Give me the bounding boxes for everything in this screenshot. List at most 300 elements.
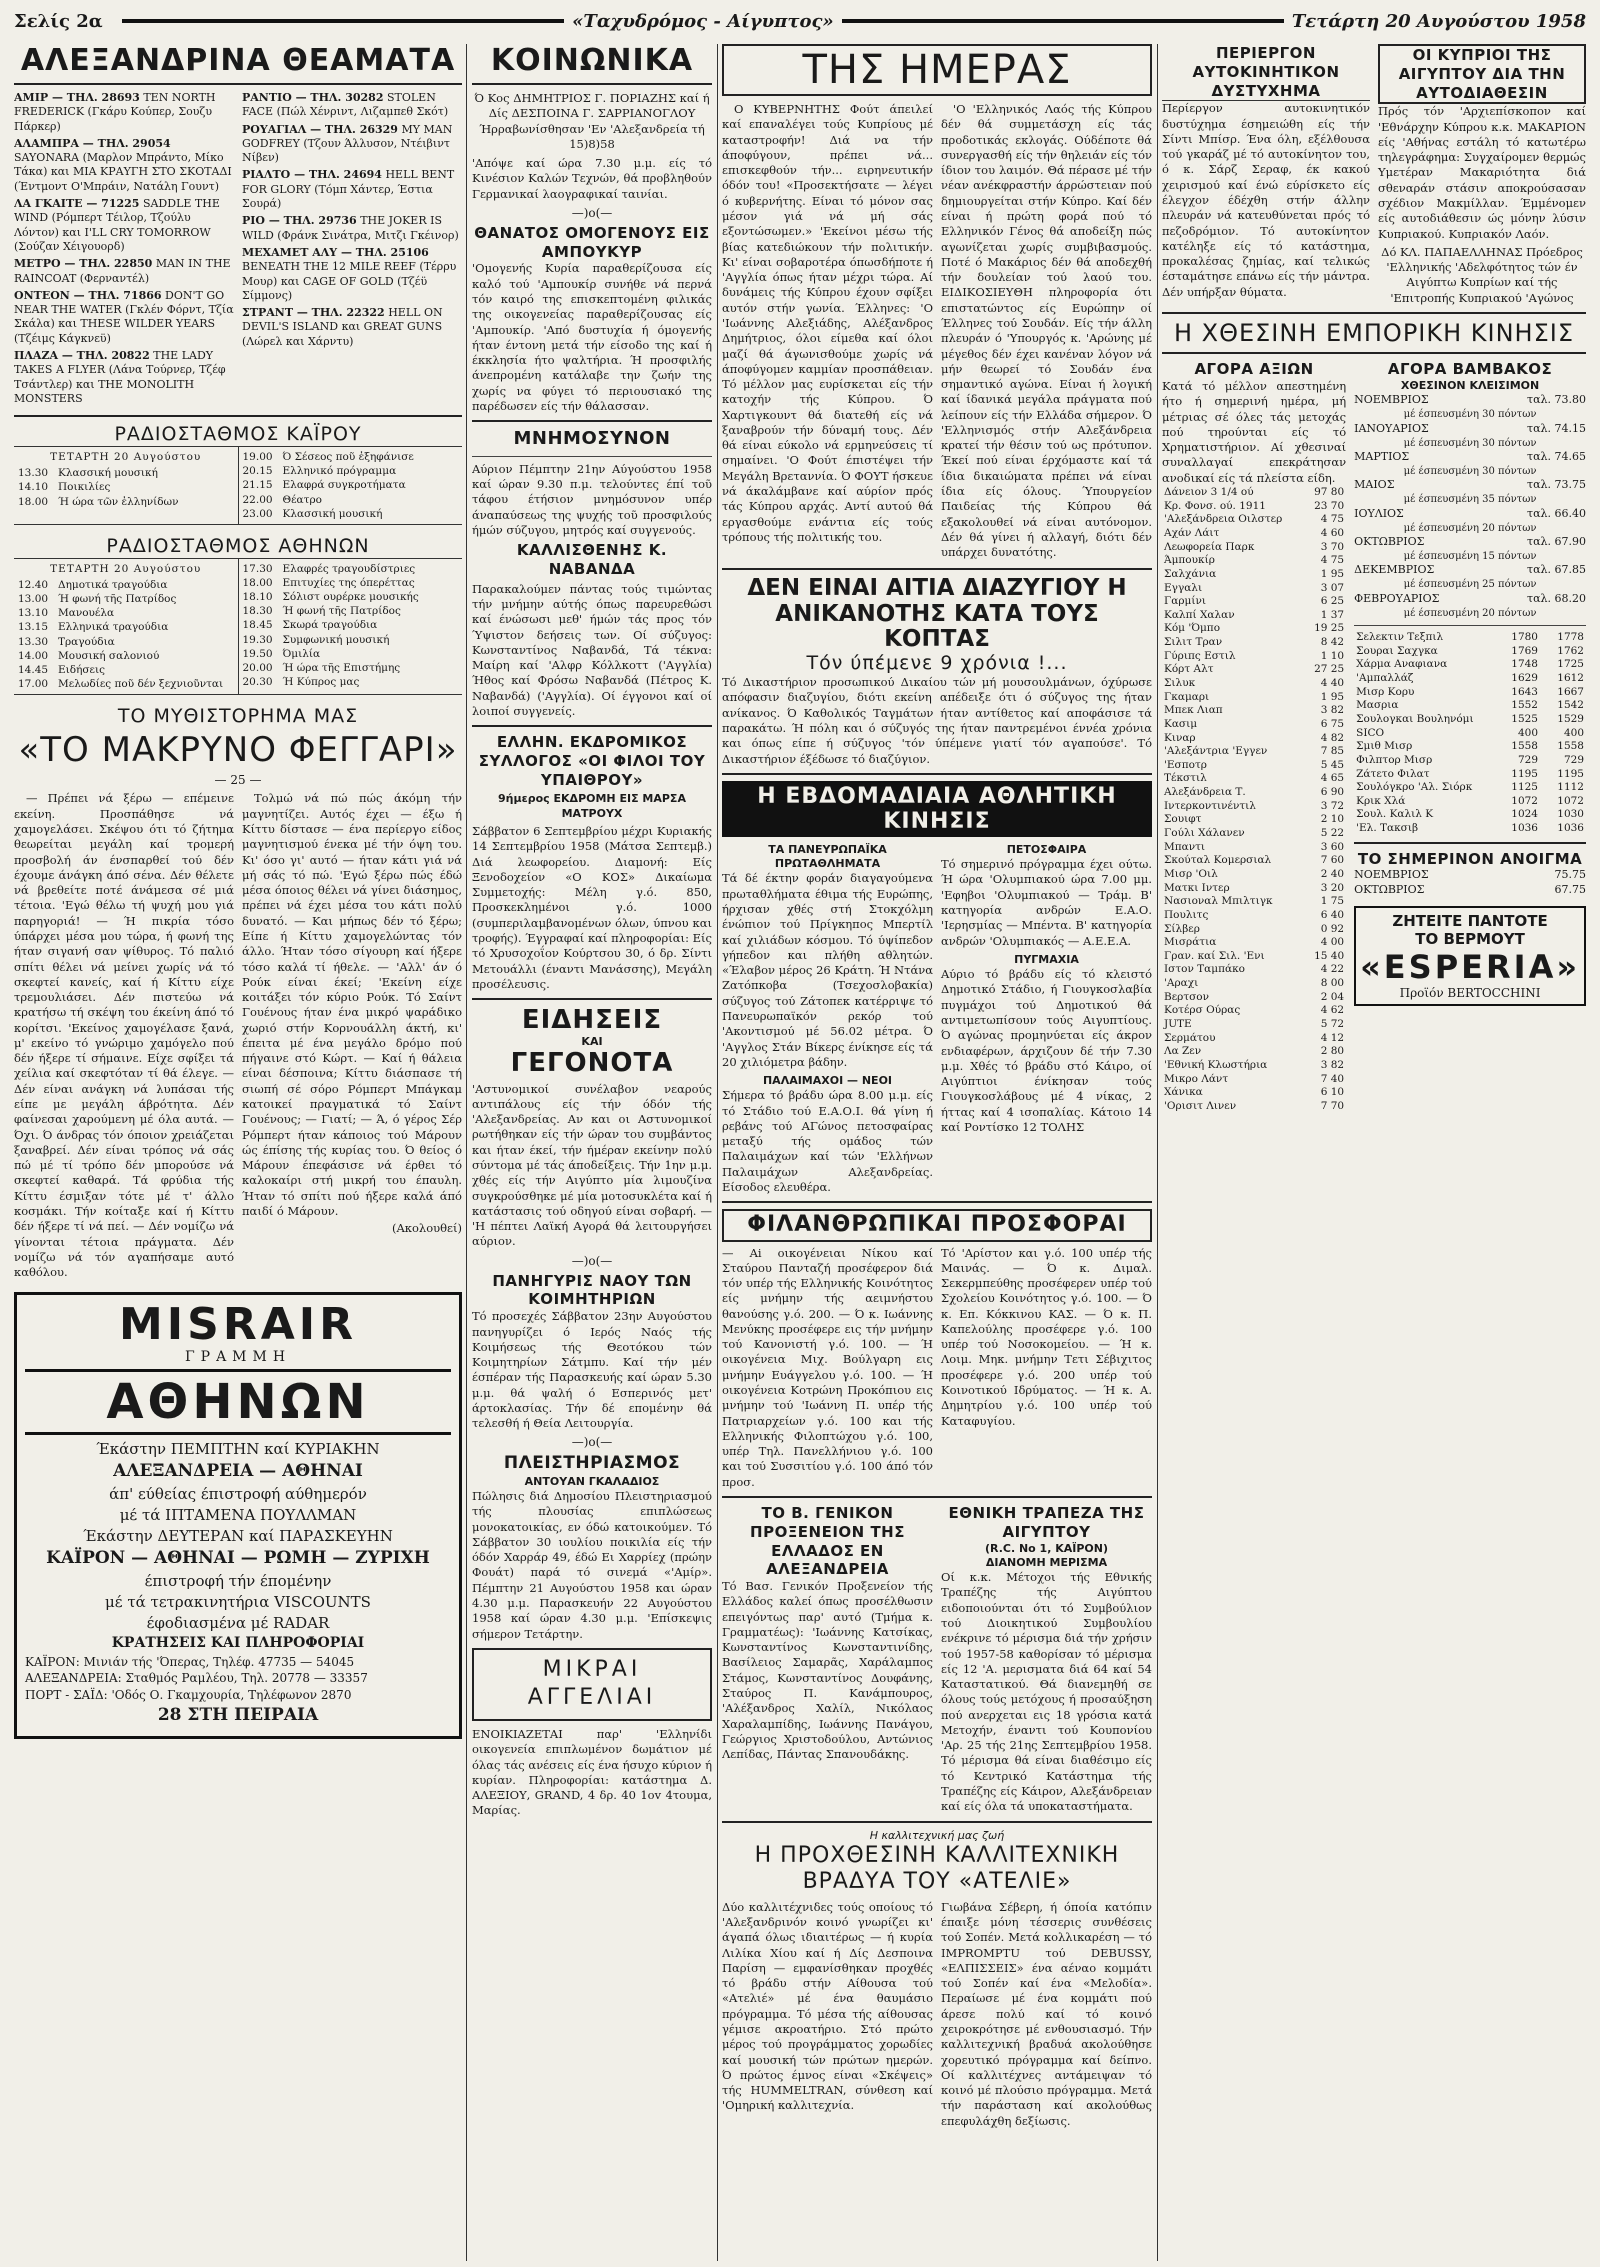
- stock-row: [1162, 568, 1346, 582]
- cotton-heading: ΑΓΟΡΑ ΒΑΜΒΑΚΟΣ: [1387, 360, 1553, 379]
- grade-name: Ζάτετο Φιλατ: [1356, 767, 1430, 780]
- theater-program: HELL ON DEVIL'S ISLAND και GREAT GUNS (Λώρελ και Χάρντυ): [242, 306, 443, 348]
- ad-destination: ΑΘΗΝΩΝ: [25, 1369, 451, 1435]
- social-heading: ΚΟΙΝΩΝΙΚΑ: [490, 44, 694, 78]
- athens-radio-heading: ΡΑΔΙΟΣΤΑΘΜΟΣ ΑΘΗΝΩΝ: [106, 534, 370, 557]
- grade-row: [1354, 686, 1586, 700]
- rule: [722, 568, 1152, 570]
- radio-slot: [18, 480, 234, 494]
- news-and: ΚΑΙ: [581, 1034, 603, 1048]
- rule: [1162, 352, 1586, 354]
- theater-entry: [242, 306, 462, 349]
- sports-body: [722, 843, 1152, 1196]
- theater-name: ΡΙΟ — ΤΗΛ. 29736: [242, 214, 357, 228]
- stock-value: 2 40: [1320, 867, 1345, 880]
- ad-vermouth: ΤΟ ΒΕΡΜΟΥΤ: [1415, 930, 1525, 949]
- column-1: [14, 44, 462, 2261]
- consulate-bank-row: [722, 1504, 1152, 1815]
- rule: [1354, 625, 1586, 626]
- stock-name: Σκούταλ Κομερσιαλ: [1164, 854, 1272, 867]
- day-text-right: 'Ο 'Ελληνικός Λαός τής Κύπρου δέν θά συμμετάσχη είς τάς προδοτικάς εκλογάς. Ούδέποτε θά συνεργασθή είς τήν θηλειάν είς τόν ίδιον του λαιμόν. Θά πέρασε μέ τήν νέαν ανέκφραστήν άρρώστειαν πού δημιουργείται στήν Κύπρο. Καί δέν είναι ή πρώτη φορά πού τό Ελληνικόν Γένος θά αποδείξη πώς αγωνίζεται χωρίς συμβιβασμούς. Ποτέ ό Μακάριος δέν θά αποδεχθή τήν δουλείαν τού λαού του. ΕΙΔΙΚΟΣΙΕΥΘΗ πληροφορία ότι επιστατώντος είς Ευρώπην οί Έλληνες τού Σουδάν. Είς τήν άλλη πλευράν ό 'Υπουργός κ. 'Αρώνης μέ μέγεθος δέν έχει κανέναν λόγον νά μήν θεωρεί τό Σουδάν ένα σημαντικό αγώνα. Είναι ή λογική καί ίδανικά μεγάλα πράγματα πού λείπουν είς τήν Ελλάδα σήμερον. Ό 'Ελληνισμός στήν Αλεξάνδρεια κρατεί τήν θέσιν τού ως πρότυπον. Έκεί πού είναι έρχόμαστε καί τά ίδια δικαιώματα πρέπει νά είναι ίδια είς όλους. Ύπουργείον Παιδείας τής Κύπρου θά εξακολουθεί νά είναι αυτόνομον. Δέν θά γίνει ή αλλαγή, διότι δέν υπάρχει δυνατότης.: [941, 102, 1152, 560]
- novel-continued: (Ακολουθεί): [392, 1221, 462, 1236]
- cotton-row: [1354, 478, 1586, 493]
- slot-time: 21.15: [242, 479, 273, 492]
- masthead: [14, 6, 1586, 36]
- theater-program: TEN NORTH FREDERICK (Γκάρυ Κούπερ, Σουζυ Πάρκερ): [14, 91, 216, 133]
- grade-name: Φιλπτορ Μισρ: [1356, 753, 1433, 766]
- cotton-row: [1354, 563, 1586, 578]
- slot-program: Ό Σέσεος ποῦ ἐξηφάνισε: [282, 451, 414, 464]
- stock-value: 3 72: [1320, 799, 1345, 812]
- stock-row: [1162, 636, 1346, 650]
- stock-name: 'Αραχι: [1164, 977, 1199, 990]
- grade-value-b: 1030: [1557, 808, 1584, 821]
- stock-value: 5 22: [1320, 827, 1345, 840]
- slot-time: 14.10: [18, 481, 49, 494]
- stock-row: [1162, 800, 1346, 814]
- death-text: 'Ομογενής Κυρία παραθερίζουσα είς καλό τού 'Αμπουκίρ συνήθε νά περνά τόν καιρό της επισκεπτομένη φιλικάς της οικογενείας παραθερίζουσας είς 'Αμπουκίρ. 'Από δυστυχία ή όμογενής ήταν έντονη μετά τήν είσοδο της καί ή έκκλησία ήτο ψαλτήρια. Ή προσφιλής άνεπρομένη κατάλαβε την ζωήν της χωρίς να φύγει τό περιουσιακό της παρέδωσεν είς τήν θάλασσαν.: [472, 261, 712, 413]
- market-heading: Η ΧΘΕΣΙΝΗ ΕΜΠΟΡΙΚΗ ΚΙΝΗΣΙΣ: [1173, 318, 1575, 347]
- stock-name: Εγγαλι: [1164, 581, 1203, 594]
- slot-time: 19.50: [242, 647, 273, 660]
- auction-heading: ΠΛΕΙΣΤΗΡΙΑΣΜΟΣ: [503, 1453, 681, 1474]
- stock-name: Σίλβερ: [1164, 922, 1200, 935]
- ad-note-1: άπ' εύθείας έπιστροφή αύθημερόν: [109, 1485, 367, 1504]
- slot-time: 17.00: [18, 678, 49, 691]
- theater-program: BENEATH THE 12 MILE REEF (Τέρρυ Μουρ) και CAGE OF GOLD (Τζέϋ Σίμμονς): [242, 260, 457, 302]
- stock-name: Ιντερκοντινέντιλ: [1164, 799, 1256, 812]
- bank-subheading-2: ΔΙΑΝΟΜΗ ΜΕΡΙΣΜΑ: [985, 1555, 1108, 1569]
- novel-number: — 25 —: [214, 773, 262, 788]
- slot-time: 13.30: [18, 467, 49, 480]
- cotton-change: μέ έσπευσμένη 15 πόντων: [1403, 550, 1537, 562]
- rule: [472, 420, 712, 422]
- grade-row: [1354, 645, 1586, 659]
- cairo-schedule: [14, 446, 462, 525]
- ad-line-label: ΓΡΑΜΜΗ: [184, 1349, 292, 1366]
- novel-body: [14, 791, 462, 1282]
- theater-program: MAN IN THE RAINCOAT (Φερναντέλ): [14, 257, 231, 285]
- fair-heading: ΠΑΝΗΓΥΡΙΣ ΝΑΟΥ ΤΩΝ ΚΟΙΜΗΤΗΡΙΩΝ: [492, 1271, 692, 1309]
- sports-left-heading: ΤΑ ΠΑΝΕΥΡΩΠΑΪΚΑ ΠΡΩΤΑΘΛΗΜΑΤΑ: [768, 842, 887, 871]
- grade-value-a: 1748: [1511, 658, 1538, 671]
- radio-slot: [18, 466, 234, 480]
- opening-month: ΝΟΕΜΒΡΙΟΣ: [1354, 868, 1429, 882]
- theater-program: HELL BENT FOR GLORY (Τόμπ Χάντερ, Έστια Σουρά): [242, 168, 455, 211]
- memorial-heading: ΜΝΗΜΟΣΥΝΟΝ: [513, 428, 671, 450]
- rule: [472, 83, 712, 85]
- radio-slot: [18, 606, 234, 620]
- stock-name: Άμπουκίρ: [1164, 554, 1215, 567]
- bank-heading: ΕΘΝΙΚΗ ΤΡΑΠΕΖΑ ΤΗΣ ΑΙΓΥΠΤΟΥ: [948, 1504, 1145, 1541]
- stock-row: [1162, 691, 1346, 705]
- divorce-heading: ΔΕΝ ΕΙΝΑΙ ΑΙΤΙΑ ΔΙΑΖΥΓΙΟΥ Η ΑΝΙΚΑΝΟΤΗΣ ΚΑΤΑ ΤΟΥΣ ΚΟΠΤΑΣ: [747, 575, 1127, 653]
- stock-row: [1162, 650, 1346, 664]
- cotton-change: μέ έσπευσμένη 25 πόντων: [1403, 579, 1537, 591]
- slot-program: Δημοτικά τραγούδια: [58, 578, 168, 591]
- opening-row: [1354, 883, 1586, 898]
- grade-value-b: 1762: [1557, 644, 1584, 657]
- cotton-change: μέ έσπευσμένη 20 πόντων: [1403, 607, 1537, 619]
- stock-value: 4 65: [1320, 772, 1345, 785]
- classified-heading: ΜΙΚΡΑΙ ΑΓΓΕΛΙΑΙ: [472, 1648, 712, 1721]
- stock-row: [1162, 513, 1346, 527]
- philanthropy-body: [722, 1246, 1152, 1491]
- cairo-day: ΤΕΤΑΡΤΗ 20 Αυγούστου: [50, 451, 202, 464]
- cairo-slots-right: [238, 447, 463, 524]
- grade-value-a: 1552: [1511, 699, 1538, 712]
- cyprus-text: Πρός τόν 'Αρχιεπίσκοπον καί 'Εθνάρχην Κύπρου κ.κ. ΜΑΚΑΡΙΟΝ είς 'Αθήνας εστάλη τό κατωτέρω τηλεγράφημα: Συγχαίρομεν θερμώς Υμετέραν Μακαριότητα διά σθεναράν στάσιν αποκρούσασαν σχέδιον Μακμίλλαν. Έμμένομεν είς αυτοδιάθεσιν ώς μόνην λύσιν Κυπριακού. Κυπριακόν Λαόν.: [1378, 104, 1586, 241]
- theater-program: THE LADY TAKES A FLYER (Λάνα Τούρνερ, Τζέφ Τσάντλερ) και THE MONOLITH MONSTERS: [14, 349, 226, 405]
- stock-value: 1 10: [1320, 649, 1345, 662]
- stock-value: 6 40: [1320, 908, 1345, 921]
- grade-value-a: 1643: [1511, 685, 1538, 698]
- sports-heading: Η ΕΒΔΟΜΑΔΙΑΙΑ ΑΘΛΗΤΙΚΗ ΚΙΝΗΣΙΣ: [722, 781, 1152, 837]
- rule: [472, 725, 712, 727]
- stock-row: [1162, 909, 1346, 923]
- rule: [14, 415, 462, 417]
- stock-value: 23 70: [1314, 499, 1345, 512]
- esperia-advertisement: [1354, 906, 1586, 1006]
- stock-value: 8 42: [1320, 636, 1345, 649]
- ad-office-cairo: ΚΑΪΡΟΝ: Μινιάν τής 'Όπερας, Τηλέφ. 47735 — 54045: [25, 1654, 355, 1669]
- cotton-month: ΙΟΥΛΙΟΣ: [1354, 506, 1404, 520]
- stock-value: 1 37: [1320, 608, 1345, 621]
- slot-time: 19.30: [242, 633, 273, 646]
- stock-value: 3 60: [1320, 840, 1345, 853]
- rule: [722, 1821, 1152, 1823]
- rule: [722, 1201, 1152, 1203]
- slot-time: 19.00: [242, 451, 273, 464]
- ad-note-4: μέ τά τετρακινητήρια VISCOUNTS: [105, 1593, 371, 1612]
- radio-slot: [18, 620, 234, 634]
- grade-row: [1354, 808, 1586, 822]
- stock-name: 'Εσποτρ: [1164, 758, 1207, 771]
- grade-row: [1354, 672, 1586, 686]
- stock-value: 19 25: [1314, 622, 1345, 635]
- radio-slot: [18, 495, 234, 509]
- grade-row: [1354, 631, 1586, 645]
- accident-heading: ΠΕΡΙΕΡΓΟΝ ΑΥΤΟΚΙΝΗΤΙΚΟΝ ΔΥΣΤΥΧΗΜΑ: [1162, 44, 1370, 101]
- cotton-month: ΟΚΤΩΒΡΙΟΣ: [1354, 535, 1425, 549]
- memorial-name: ΚΑΛΛΙΣΘΕΝΗΣ Κ. ΝΑΒΑΝΔΑ: [516, 541, 668, 578]
- accident-text: Περίεργον αυτοκινητικόν δυστύχημα έσημειώθη είς τήν Σίντι Μπίσρ. Ένα όλη, εξέλθουσα τού γκαράζ μέ τό αυτοκίνητον του, ό κ. Σάρζ Σεραφ, έκ κακού χειρισμού καί ένώ εύρίσκετο είς έλεγχον έδέχθη στήν άλλην πλευράν νά κατευθύνεται πρός τό πεζοδρόμιον. Τό αυτοκίνητον κατέληξε είς τό κατάστημα, προκαλέσας ζημίας, καί τελικώς έσταμάτησε επάνω είς τήν μάντρα. Δέν υπήρξαν θύματα.: [1162, 101, 1370, 299]
- column-3: [722, 44, 1152, 2261]
- ad-reservations: ΚΡΑΤΗΣΕΙΣ ΚΑΙ ΠΛΗΡΟΦΟΡΙΑΙ: [111, 1635, 365, 1652]
- grade-row: [1354, 713, 1586, 727]
- stock-row: [1162, 827, 1346, 841]
- cotton-change: μέ έσπευσμένη 30 πόντων: [1403, 409, 1537, 421]
- stock-row: [1162, 1100, 1346, 1114]
- stock-name: Βερτσον: [1164, 990, 1210, 1003]
- grade-value-b: 729: [1563, 753, 1584, 766]
- grade-row: [1354, 768, 1586, 782]
- stock-value: 2 80: [1320, 1045, 1345, 1058]
- stock-row: [1162, 854, 1346, 868]
- stock-value: 3 07: [1320, 581, 1345, 594]
- theater-entry: [14, 349, 234, 406]
- grade-name: Μισρ Κορυ: [1356, 685, 1415, 698]
- rule: [1354, 842, 1586, 844]
- stock-row: [1162, 1073, 1346, 1087]
- sports-right-heading: ΠΕΤΟΣΦΑΙΡΑ: [1006, 842, 1087, 856]
- theater-entry: [14, 197, 234, 254]
- slot-program: Σκωρά τραγούδια: [282, 619, 378, 632]
- stock-row: [1162, 527, 1346, 541]
- stock-row: [1162, 500, 1346, 514]
- cyprus-signature: Δό ΚΛ. ΠΑΠΑΕΛΛΗΝΑΣ Πρόεδρος 'Ελληνικής 'Αδελφότητος τών έν Αιγύπτω Κυπρίων καί τής 'Επιτροπής Κυπριακού 'Αγώνος: [1381, 244, 1583, 305]
- cotton-change: μέ έσπευσμένη 30 πόντων: [1403, 465, 1537, 477]
- grade-name: Σουλογκαι Βουληνόμι: [1356, 712, 1474, 725]
- film-notice: 'Απόψε καί ώρα 7.30 μ.μ. είς τό Κινέσιον Καλών Τεχνών, θά προβληθούν Γερμανικαί λαογραφικαί ταινίαι.: [472, 156, 712, 201]
- theater-name: ΟΝΤΕΟΝ — ΤΗΛ. 71866: [14, 288, 162, 302]
- grade-value-b: 1529: [1557, 712, 1584, 725]
- theater-name: ΜΕΧΑΜΕΤ ΑΛΥ — ΤΗΛ. 25106: [242, 245, 429, 259]
- rule: [472, 456, 712, 457]
- theater-list-right: [242, 91, 462, 409]
- stock-value: 7 60: [1320, 854, 1345, 867]
- grade-value-b: 1542: [1557, 699, 1584, 712]
- stock-name: Μισράτια: [1164, 936, 1217, 949]
- sports-left-text: Τά δέ έκτην φοράν διαγαγούμενα πρωταθλήματα έθιμα τής Ευρώπης, ήρχισαν χθές στή Στοκχόλμη ένώπιον τού Πρίγκηπος Μπερτίλ καί χιλιάδων κόσμου. Τό ύψίπεδον γήπεδον και πλήθη αθλητών. «Έλαβον μέρος 26 Κράτη. Ή Ντάνα Ζατόπκοβα (Τσεχοσλοβακία) σύζυγος τού Ζάτοπεκ κατέρριψε τό Πανευρωπαϊκόν ρεκόρ τού 'Ακοντισμού μέ 56.02 μέτρα. Ό 'Αγγλος Στάν Βίκερς ένίκησε είς τά 20 χιλιόμετρα βάδην.: [722, 871, 933, 1069]
- stock-row: [1162, 936, 1346, 950]
- slot-time: 13.30: [18, 635, 49, 648]
- slot-time: 12.40: [18, 578, 49, 591]
- slot-program: Τραγούδια: [58, 635, 115, 648]
- slot-program: Ή ώρα τῆς Επιστήμης: [282, 661, 401, 674]
- rule: [1162, 312, 1586, 314]
- ornament: —)o(—: [571, 205, 613, 220]
- grade-value-b: 400: [1563, 726, 1584, 739]
- stock-row: [1162, 813, 1346, 827]
- death-heading: ΘΑΝΑΤΟΣ ΟΜΟΓΕΝΟΥΣ ΕΙΣ ΑΜΠΟΥΚΥΡ: [474, 223, 710, 261]
- ad-schedule-2: Έκάστην ΔΕΥΤΕΡΑΝ καί ΠΑΡΑΣΚΕΥΗΝ: [83, 1527, 393, 1546]
- bank-text: Οί κ.κ. Μέτοχοι τής Εθνικής Τραπέζης τής Αιγύπτου ειδοποιούνται ότι τό Συμβούλιον τού Διοικητικού Συμβουλίου ενέκρινε τό μέρισμα διά τήν χρήσιν τού 1957-58 καθορίσαν τό μέρισμα είς 12 'Α. μερισματα διά 64 καί 54 Καταστατικού. Θά διανεμηθή σε όλους τούς μετόχους ή προσαύξηση πού ανερχεται εις 18 γρόσια κατά Μετοχήν, έναντι τού Κουπονίου 'Αρ. 25 τής 21ης Σεπτεμβρίου 1958. Τό μέρισμα θά είναι διαθέσιμο είς τό Κεντρικό Κατάστημα τής Τραπέζης είς Κάιρον, Αλεξάνδρειαν καί είς όλα τά υποκαταστήματα.: [941, 1570, 1152, 1814]
- stock-row: [1162, 1018, 1346, 1032]
- stock-name: Τέκστιλ: [1164, 772, 1207, 785]
- opening-heading: ΤΟ ΣΗΜΕΡΙΝΟΝ ΑΝΟΙΓΜΑ: [1357, 849, 1583, 868]
- stock-row: [1162, 841, 1346, 855]
- slot-program: Επιτυχίες της όπερέττας: [282, 576, 415, 589]
- stock-value: 1 95: [1320, 567, 1345, 580]
- stock-value: 97 80: [1314, 486, 1345, 499]
- cotton-row: [1354, 422, 1586, 437]
- theater-entry: [14, 91, 234, 134]
- radio-slot: [243, 633, 459, 647]
- grade-value-b: 1112: [1557, 781, 1584, 794]
- theater-name: ΑΜΙΡ — ΤΗΛ. 28693: [14, 91, 140, 104]
- grade-value-b: 1725: [1557, 658, 1584, 671]
- grade-value-a: 400: [1517, 726, 1538, 739]
- grade-row: [1354, 754, 1586, 768]
- memorial-text: Αύριον Πέμπτην 21ην Αύγούστου 1958 καί ώραν 9.30 π.μ. τελούντες έπί τοῦ τάφου έτήσιον μνημόσυνον υπέρ άναπαύσεως της ψυχής τοῦ προσφιλούς ήμών σύζυγου, μητρός καί συγγενούς.: [472, 461, 712, 537]
- stock-name: Κρ. Φονσ. ού. 1911: [1164, 499, 1266, 512]
- stock-row: [1162, 786, 1346, 800]
- stock-value: 2 10: [1320, 813, 1345, 826]
- ad-route-2: ΚΑΪΡΟΝ — ΑΘΗΝΑΙ — ΡΩΜΗ — ΖΥΡΙΧΗ: [46, 1548, 430, 1569]
- slot-program: Ελαφρές τραγουδίστριες: [282, 562, 416, 575]
- stock-value: 7 40: [1320, 1072, 1345, 1085]
- cotton-month: ΙΑΝΟΥΑΡΙΟΣ: [1354, 421, 1429, 435]
- slot-time: 20.15: [242, 465, 273, 478]
- stock-row: [1162, 486, 1346, 500]
- theater-entry: [14, 137, 234, 194]
- grade-value-a: 1558: [1511, 740, 1538, 753]
- theater-list-left: [14, 91, 234, 409]
- grade-value-a: 729: [1517, 753, 1538, 766]
- day-column-body: [722, 102, 1152, 562]
- grade-value-a: 1769: [1511, 644, 1538, 657]
- grade-name: Χάρμα Αναφιανα: [1356, 658, 1448, 671]
- ornament: —)o(—: [571, 1253, 613, 1268]
- opening-row: [1354, 868, 1586, 883]
- theater-name: ΡΑΝΤΙΟ — ΤΗΛ. 30282: [242, 91, 384, 104]
- art-text-left: Δύο καλλιτέχνιδες τούς οποίους τό 'Αλεξανδρινόν κοινό γνωρίζει κι' άγαπά όλως ιδιαιτέρως — ή κυρία Λιλίκα Χίου καί ή Δίς Δεσποινα Παρίση — εμφανίσθηκαν προχθές τό βράδυ στήν Αίθουσα τού «Ατελιέ» μέ ένα θαυμάσιο πρόγραμμα. Τό μέσα τής αίθουσας γέμισε ακροατήριο. Στό πρώτο μέρος τού προγράμματος χορωδίες καί μουσική τών πρώτων ημερών. Ό πρώτος έμνος είναι «Σκέψεις» τής HUMMELTRAN, σύνθεση καί 'Ομηρική καλλιτεχνία.: [722, 1899, 933, 2113]
- grade-value-b: 1612: [1557, 672, 1584, 685]
- stock-name: 'Αλεξάνδρεια Οιλστερ: [1164, 513, 1283, 526]
- slot-program: Ή ώρα τῶν ἐλληνίδων: [58, 495, 179, 508]
- slot-program: Κλασσική μουσική: [282, 507, 383, 520]
- slot-program: Κλασσική μουσική: [58, 467, 158, 480]
- news-heading-2: ΓΕΓΟΝΟΤΑ: [510, 1048, 674, 1079]
- stock-name: 'Εθνική Κλωστήρια: [1164, 1058, 1268, 1071]
- stock-value: 4 62: [1320, 1004, 1345, 1017]
- bank-subheading: (R.C. No 1, ΚΑΪΡΟΝ): [985, 1541, 1108, 1555]
- stock-value: 4 75: [1320, 554, 1345, 567]
- stocks-intro: Κατά τό μέλλον απεστημένη ήτο ή σημερινή ημέρα, μή μέτριας σέ όλες τάς μετοχάς πού τηρούνται είς τό Χρηματιστήριον. Αί χθεσιναί συναλλαγαί επεκράτησαν ανοδικαί είς τά πλείστα είδη.: [1162, 379, 1347, 485]
- cotton-price: ταλ. 74.65: [1527, 450, 1586, 464]
- radio-slot: [243, 590, 459, 604]
- stock-name: Σιλυκ: [1164, 676, 1196, 689]
- misrair-advertisement: [14, 1292, 462, 1738]
- radio-slot: [18, 635, 234, 649]
- stock-name: Λα Ζεν: [1164, 1045, 1202, 1058]
- stock-value: 6 90: [1320, 786, 1345, 799]
- stock-name: Μισρ 'Οιλ: [1164, 867, 1218, 880]
- art-heading: Η ΠΡΟΧΘΕΣΙΝΗ ΚΑΛΛΙΤΕΧΝΙΚΗ ΒΡΑΔΥΑ ΤΟΥ «ΑΤΕΛΙΕ»: [754, 1842, 1120, 1895]
- slot-program: Ελαφρά συγκροτήματα: [282, 479, 406, 492]
- theater-entry: [14, 257, 234, 286]
- stock-value: 7 70: [1320, 1099, 1345, 1112]
- stock-value: 4 12: [1320, 1031, 1345, 1044]
- grade-name: Σελεκτιν Τεξπιλ: [1356, 631, 1444, 644]
- stocks-heading: ΑΓΟΡΑ ΑΞΙΩΝ: [1194, 360, 1314, 379]
- grade-value-a: 1072: [1511, 794, 1538, 807]
- divorce-subheading: Τόν ύπέμενε 9 χρόνια !...: [806, 652, 1068, 675]
- stock-name: Αχάν Λάιτ: [1164, 526, 1220, 539]
- cotton-price: ταλ. 73.75: [1527, 478, 1586, 492]
- stock-name: Σουιφτ: [1164, 813, 1202, 826]
- cotton-row: [1354, 507, 1586, 522]
- athens-schedule: [14, 558, 462, 696]
- ad-schedule-1: Έκάστην ΠΕΜΠΤΗΝ καί ΚΥΡΙΑΚΗΝ: [96, 1440, 380, 1459]
- stock-value: 3 70: [1320, 540, 1345, 553]
- stock-row: [1162, 1032, 1346, 1046]
- paper-name: «Ταχυδρόμος - Αίγυπτος»: [572, 10, 834, 32]
- theater-name: ΠΛΑΖΑ — ΤΗΛ. 20822: [14, 349, 150, 363]
- ad-note-3: έπιστροφή τήν έπομένην: [144, 1572, 332, 1591]
- stocks-table: [1162, 486, 1346, 1113]
- slot-time: 18.00: [242, 576, 273, 589]
- grade-name: Σουραι Σαχγκα: [1356, 644, 1438, 657]
- cotton-row: [1354, 535, 1586, 550]
- radio-slot: [243, 576, 459, 590]
- cotton-change: μέ έσπευσμένη 30 πόντων: [1403, 437, 1537, 449]
- novel-text-left: — Πρέπει νά ξέρω — επέμεινε εκείνη. Προσπάθησε νά χαμογελάσει. Σκέψου ότι τό ζήτημα θεωρείται μεγάλη καί τρομερή προσβολή άν ένσπαρθεί τού δέν έχουμε άνάγκη άπό σένα. Δέν θέλετε νά βρεθείτε ποτέ άνάμεσα σέ μιά τέτοια. 'Εγώ θέλω τή ψυχή μου γιά παρηγοριά! — Ή πικρία τόσο ύπάρχει μέσα μου τώρα, ή φωνή της ήταν σιγανή σαν ψίθυρος. Τό παλιό σπίτι θέλει νά μείνει χωρίς νά τό σκεφτεί κανείς, καί ή Κίττυ είχε τρεμουλιάσει. Δέν πιστεύω νά κρατήσω τή σκέψη του έκείνη άπό τό κορίτσι. 'Εκείνος χαμογέλασε ξανά, μ' εκείνο τό γνώριμο χαμόγελο πού δέν ήξερε τί σήμαινε. Είχε σφίξει τά χείλια καί σκεφτόταν τί θά έλεγε. — Δέν είναι ανάγκη νά λυπάσαι τής είπε με μεγάλη άβρότητα. Δέν φαίνεσαι χαρούμενη μέ όλα αυτά. — Όχι. Ό άνδρας τόν όποιον χρειάζεται ξαναβρεί. Δέν είναι τρόπος νά σάς πώ μέ τί τρόπο δέν μπορούσε νά σκεφτεί καθαρά. Τά φρύδια τής Κίττυ έσμιξαν τότε μέ τ' άλλο κοσμάκι. Τήν κοίταξε καί ή Κίττυ δέν ήξερε τί νά πεί. — Δέν νομίζω νά γίνονται τέτοια πράγματα. Δέν νομίζω νά τόν αγαπήσαμε αυτό καθόλου.: [14, 791, 234, 1280]
- slot-program: Μουσική σαλονιού: [58, 649, 160, 662]
- stock-name: Ματκι Ιντερ: [1164, 881, 1230, 894]
- stock-row: [1162, 772, 1346, 786]
- theater-name: ΡΟΥΑΓΙΑΛ — ΤΗΛ. 26329: [242, 122, 398, 136]
- sports-boxing-heading: ΠΥΓΜΑΧΙΑ: [1014, 952, 1079, 966]
- grade-name: SICO: [1356, 726, 1385, 739]
- slot-program: Όμιλία: [282, 647, 321, 660]
- stock-name: JUTE: [1164, 1018, 1192, 1030]
- grade-value-b: 1778: [1557, 631, 1584, 644]
- stock-name: Μικρο Λάντ: [1164, 1072, 1229, 1085]
- stock-value: 4 00: [1320, 936, 1345, 949]
- theater-entry: [242, 246, 462, 303]
- sports-right-text: Τό σημερινό πρόγραμμα έχει ούτω. Ή ώρα 'Ολυμπιακού ώρα 7.00 μμ. 'Εφηβοι 'Ολυμπιακού — Τράμ. Β' κατηγορία ανδρών Ε.Α.Ο. 'Ιερησμίας — Μπέντα. Β' κατηγορία ανδρών 'Ολυμπιακός — Α.Ε.Ε.Α.: [941, 857, 1152, 948]
- stock-row: [1162, 595, 1346, 609]
- grade-value-b: 1558: [1557, 740, 1584, 753]
- stock-row: [1162, 541, 1346, 555]
- slot-time: 20.00: [242, 661, 273, 674]
- stock-value: 1 75: [1320, 895, 1345, 908]
- column-4: [1162, 44, 1586, 2261]
- radio-slot: [243, 604, 459, 618]
- radio-slot: [18, 649, 234, 663]
- stock-name: Γραν. καί Σιλ. 'Ενι: [1164, 949, 1265, 962]
- slot-program: Ή φωνή τῆς Πατρίδος: [58, 593, 177, 606]
- cairo-radio-heading: ΡΑΔΙΟΣΤΑΘΜΟΣ ΚΑΪΡΟΥ: [114, 423, 362, 446]
- slot-time: 13.10: [18, 607, 49, 620]
- slot-time: 18.00: [18, 495, 49, 508]
- grade-value-a: 1024: [1511, 808, 1538, 821]
- theater-entry: [242, 168, 462, 211]
- stock-row: [1162, 718, 1346, 732]
- opening-price: 75.75: [1554, 868, 1586, 882]
- stock-value: 4 40: [1320, 676, 1345, 689]
- stock-value: 15 40: [1314, 949, 1345, 962]
- club-text: Σάββατον 6 Σεπτεμβρίου μέχρι Κυριακής 14 Σεπτεμβρίου 1958 (Μάτσα Σεπτεμβ.) Διά λεωφορείου. Διαμονή: Είς Ξενοδοχείον «Ο ΚΟΣ» Δικαίωμα Συμμετοχής: Μέλη γ.ό. 850, Προσκεκλημένοι γ.ό. 1000 (συμπεριλαμβανομένων όλων, ύπνου και τροφής). Έγγραφαί καί πληροφορίαι: Είς τό Χρυσοχοΐον Κούρτσου 30, ό δρ. Σίντι Μετουάλλι (έναντι Μανάσσης), Μεγάλη προσέλευσις.: [472, 824, 712, 991]
- slot-time: 22.00: [242, 493, 273, 506]
- stock-row: [1162, 895, 1346, 909]
- cotton-list: [1354, 393, 1586, 620]
- theater-name: ΣΤΡΑΝΤ — ΤΗΛ. 22322: [242, 306, 385, 320]
- stock-row: [1162, 609, 1346, 623]
- slot-program: Ποικιλίες: [58, 481, 111, 494]
- theater-entry: [242, 91, 462, 120]
- classified-text: ΕΝΟΙΚΙΑΖΕΤΑΙ παρ' 'Ελληνίδι οικογενεία επιπλωμένον δωμάτιον μέ όλας τάς ανέσεις είς ένα ήσυχο κύριον ή κυρίαν. Πληροφορίαι: κατάστημα Δ. ΑΛΕΞΙΟΥ, GRAND, 4 δρ. 40 1ov 4τουμα, Μαρίας.: [472, 1727, 712, 1818]
- grade-row: [1354, 699, 1586, 713]
- slot-program: Μελωδίες ποῦ δέν ξεχνιοῦνται: [58, 678, 224, 691]
- column-rule: [717, 44, 718, 2261]
- cyprus-heading: ΟΙ ΚΥΠΡΙΟΙ ΤΗΣ ΑΙΓΥΠΤΟΥ ΔΙΑ ΤΗΝ ΑΥΤΟΔΙΑΘΕΣΙΝ: [1378, 44, 1586, 104]
- stock-row: [1162, 622, 1346, 636]
- issue-date: Τετάρτη 20 Αυγούστου 1958: [1291, 10, 1586, 32]
- slot-time: 18.10: [242, 591, 273, 604]
- misrair-logo: MISRAIR: [118, 1299, 358, 1351]
- grade-value-a: 1125: [1511, 781, 1538, 794]
- radio-slot: [18, 677, 234, 691]
- ornament: —)o(—: [571, 1435, 613, 1450]
- divorce-text: Τό Δικαστήριον προσωπικού Δικαίου τών μή μουσουλμάνων, όχύρωσε απόφασιν διαζυγίου, διότι εκείνη απέδειξε ότι ό σύζυγος της ήταν ανίκανος. Ό Καθολικός Ταγμάτων ήταν αντίθετος καί αποφάσισε τά παρακάτω. Ή πόλη και ό σύζυγός της ήταν παντρεμένοι έννέα χρόνια και όπως είπε ή σύζυγος 'τόν ύπέμενε γιατί τόν αγαπούσε'. Τό Δικαστήριον έξέδωσε τό διαζύγιον.: [722, 675, 1152, 766]
- grade-value-a: 1036: [1511, 822, 1538, 835]
- stock-name: Κόμ 'Όμπο: [1164, 622, 1221, 635]
- accident-cyprus-row: [1162, 44, 1586, 306]
- slot-program: Συμφωνική μουσική: [282, 633, 390, 646]
